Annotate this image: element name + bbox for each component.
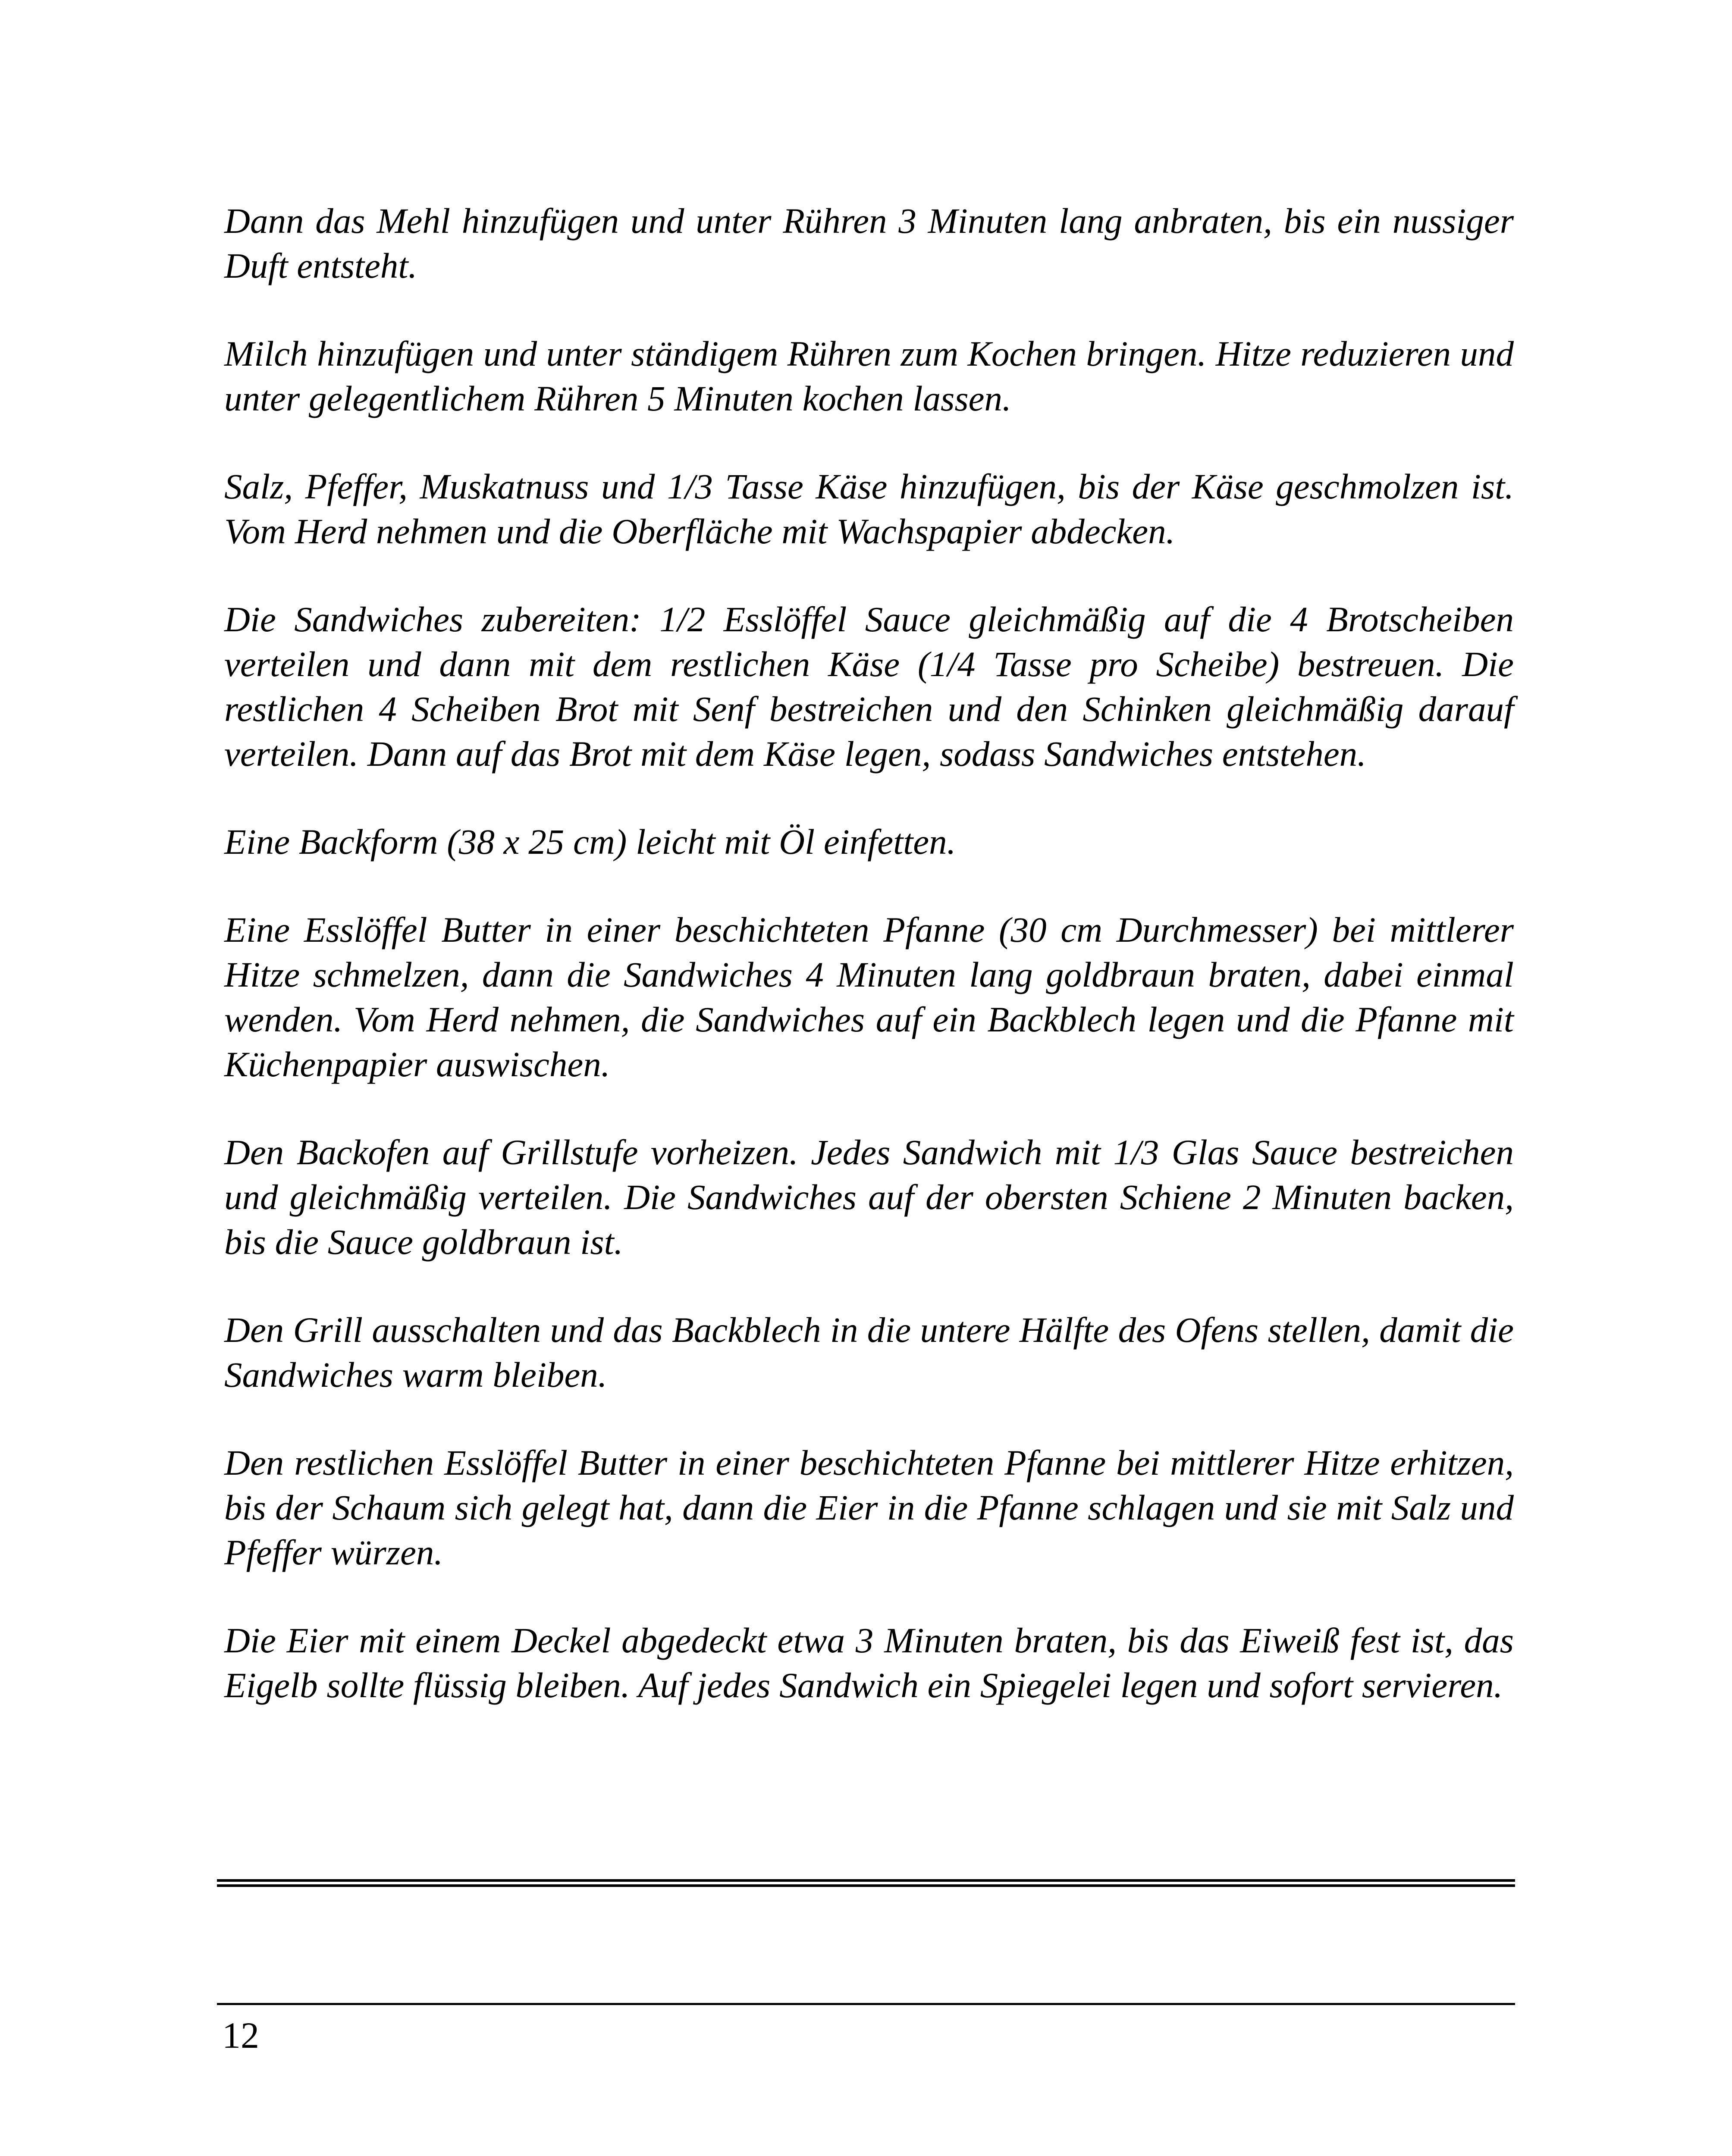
paragraph: Eine Backform (38 x 25 cm) leicht mit Öl einfetten. bbox=[224, 822, 956, 862]
page-number: 12 bbox=[222, 2015, 259, 2056]
paragraph: Den restlichen Esslöffel Butter in einer beschichteten Pfanne bei mittlerer Hitze erhitzen, bis der Schaum sich gelegt hat, dann die Eier in die Pfanne schlagen und sie mit Salz und Pfeffer würzen. bbox=[224, 1443, 1514, 1572]
double-divider bbox=[217, 1879, 1515, 1887]
divider-line bbox=[217, 1879, 1515, 1882]
paragraph: Den Grill ausschalten und das Backblech in die untere Hälfte des Ofens stellen, damit die Sandwiches warm bleiben. bbox=[224, 1310, 1514, 1395]
paragraph: Die Eier mit einem Deckel abgedeckt etwa 3 Minuten braten, bis das Eiweiß fest ist, das Eigelb sollte flüssig bleiben. Auf jedes Sandwich ein Spiegelei legen und sofort servieren. bbox=[224, 1620, 1514, 1705]
paragraph: Die Sandwiches zubereiten: 1/2 Esslöffel Sauce gleichmäßig auf die 4 Brotscheiben verteilen und dann mit dem restlichen Käse (1/4 Tasse pro Scheibe) bestreuen. Die restlichen 4 Scheiben Brot mit Senf bestreichen und den Schinken gleichmäßig darauf verteilen. Dann auf das Brot mit dem Käse legen, sodass Sandwiches entstehen. bbox=[224, 599, 1514, 774]
paragraph: Milch hinzufügen und unter ständigem Rühren zum Kochen bringen. Hitze reduzieren und unter gelegentlichem Rühren 5 Minuten kochen lassen. bbox=[224, 334, 1514, 418]
paragraph: Eine Esslöffel Butter in einer beschichteten Pfanne (30 cm Durchmesser) bei mittlerer Hitze schmelzen, dann die Sandwiches 4 Minuten lang goldbraun braten, dabei einmal wenden. Vom Herd nehmen, die Sandwiches auf ein Backblech legen und die Pfanne mit Küchenpapier auswischen. bbox=[224, 910, 1514, 1084]
paragraph: Dann das Mehl hinzufügen und unter Rühren 3 Minuten lang anbraten, bis ein nussiger Duft entsteht. bbox=[224, 201, 1514, 285]
paragraph: Salz, Pfeffer, Muskatnuss und 1/3 Tasse Käse hinzufügen, bis der Käse geschmolzen ist. Vom Herd nehmen und die Oberfläche mit Wachspapier abdecken. bbox=[224, 467, 1514, 551]
footer-divider bbox=[217, 2003, 1515, 2005]
body-text bbox=[224, 198, 1514, 1751]
paragraph: Den Backofen auf Grillstufe vorheizen. Jedes Sandwich mit 1/3 Glas Sauce bestreichen und gleichmäßig verteilen. Die Sandwiches auf der obersten Schiene 2 Minuten backen, bis die Sauce goldbraun ist. bbox=[224, 1132, 1514, 1262]
divider-line bbox=[217, 1884, 1515, 1887]
